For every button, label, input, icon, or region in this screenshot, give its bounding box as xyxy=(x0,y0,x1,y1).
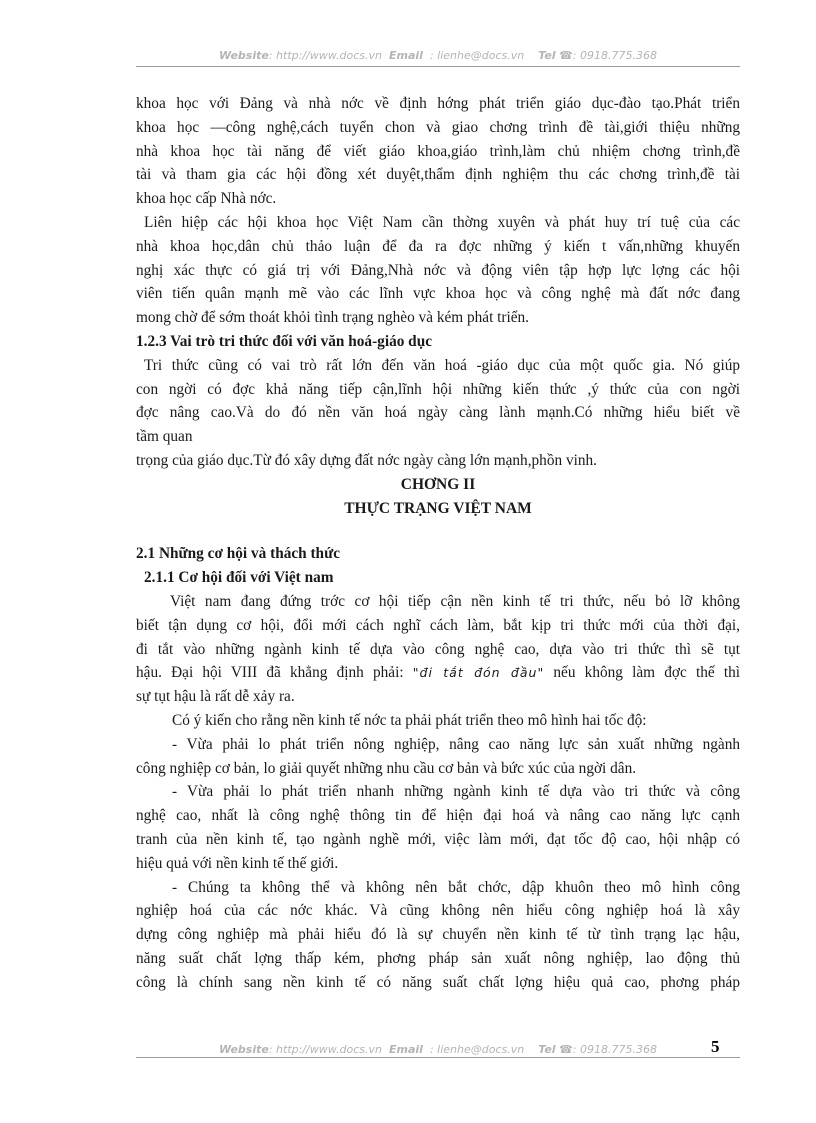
body-line: năng suất chất lợng thấp kém, phơng pháp sản xuất nông nghiệp, lao động thủ xyxy=(136,949,740,967)
body-line: công nghiệp cơ bản, lo giải quyết những nhu cầu cơ bản và bức xúc của ngời dân. xyxy=(136,759,637,777)
body-line: Việt nam đang đứng trớc cơ hội tiếp cận nền kinh tế tri thức, nếu bỏ lỡ không xyxy=(170,592,740,610)
document-body xyxy=(136,92,740,994)
header-tel-value: ☎: 0918.775.368 xyxy=(559,49,657,62)
body-line: mong chờ để sớm thoát khỏi tình trạng nghèo và kém phát triển. xyxy=(136,309,529,327)
body-line: nhà khoa học,dân chủ thảo luận để đa ra đợc những ý kiến t vấn,những khuyến xyxy=(136,237,740,255)
body-line: đi tắt vào những ngành kinh tế dựa vào công nghệ cao, dựa vào tri thức thì sẽ tụt xyxy=(136,640,740,658)
body-line: tầm quan xyxy=(136,428,193,446)
body-line: - Vừa phải lo phát triển nhanh những ngành kinh tế dựa vào tri thức và công xyxy=(172,783,740,801)
body-line: tranh của nền kinh tế, tạo ngành nghề mới, việc làm mới, đạt tốc độ cao, hội nhập có xyxy=(136,830,740,848)
body-line: công là chính sang nền kinh tế có năng suất chất lợng hiệu quả cao, phơng pháp xyxy=(136,973,740,991)
body-line: nhà khoa học tài năng để viết giáo khoa,giáo trình,làm chủ nhiệm chơng trình,đề xyxy=(136,142,740,160)
chapter-number: CHƠNG II xyxy=(400,475,476,493)
body-line: - Vừa phải lo phát triển nông nghiệp, nâng cao năng lực sản xuất những ngành xyxy=(172,735,740,753)
footer-rule xyxy=(136,1057,740,1058)
footer-website-label: Website xyxy=(219,1043,269,1056)
body-line: con ngời có đợc khả năng tiếp cận,lĩnh hội những kiến thức ,ý thức của con ngời xyxy=(136,380,740,398)
footer-website-value: : http://www.docs.vn xyxy=(268,1043,383,1056)
header-email-label: Email xyxy=(389,49,423,62)
header-website-label: Website xyxy=(219,49,269,62)
section-heading-2-1: 2.1 Những cơ hội và thách thức xyxy=(136,545,341,563)
page-number: 5 xyxy=(711,1037,720,1056)
body-line: sự tụt hậu là rất dễ xảy ra. xyxy=(136,688,295,706)
body-text: nếu không làm đợc thế thì xyxy=(544,664,741,682)
body-line: biết tận dụng cơ hội, đổi mới cách nghĩ cách làm, bắt kịp tri thức mới của thời đại, xyxy=(136,616,740,634)
spacer xyxy=(136,520,740,542)
header-rule xyxy=(136,66,740,67)
body-line: khoa học cấp Nhà nớc. xyxy=(136,190,277,208)
footer-email-label: Email xyxy=(389,1043,423,1056)
body-line: khoa học —công nghệ,cách tuyển chon và giao chơng trình đề tài,giới thiệu những xyxy=(136,118,740,136)
body-line: Tri thức cũng có vai trò rất lớn đến văn hoá -giáo dục của một quốc gia. Nó giúp xyxy=(144,356,740,374)
header-website-value: : http://www.docs.vn xyxy=(268,49,383,62)
footer-tel-value: ☎: 0918.775.368 xyxy=(559,1043,657,1056)
body-line: trọng của giáo dục.Từ đó xây dựng đất nớc ngày càng lớn mạnh,phồn vinh. xyxy=(136,451,597,469)
body-line: khoa học với Đảng và nhà nớc về định hớng phát triển giáo dục-đào tạo.Phát triển xyxy=(136,95,740,112)
page-header xyxy=(136,49,740,62)
footer-tel-label: Tel xyxy=(538,1043,556,1056)
body-line: nghị xác thực có giá trị với Đảng,Nhà nớc và động viên tập hợp lực lợng các hội xyxy=(136,261,740,279)
body-line: nghệ cao, nhất là công nghệ thông tin để hiện đại hoá và nâng cao năng lực cạnh xyxy=(136,807,740,825)
body-line: nghiệp hoá của các nớc khác. Và cũng không nên hiểu công nghiệp hoá là xây xyxy=(136,902,740,920)
body-line: đợc nâng cao.Và do đó nền văn hoá ngày càng lành mạnh.Có những hiểu biết về xyxy=(136,404,740,422)
footer-email-value: : lienhe@docs.vn xyxy=(429,1043,525,1056)
section-heading-1-2-3: 1.2.3 Vai trò tri thức đối với văn hoá-giáo dục xyxy=(136,332,432,350)
quote-text: "đi tắt đón đầu" xyxy=(412,665,545,681)
header-tel-label: Tel xyxy=(538,49,556,62)
body-line: Có ý kiến cho rằng nền kinh tế nớc ta phải phát triển theo mô hình hai tốc độ: xyxy=(172,711,647,729)
body-line: tài và tham gia các hội đồng xét duyệt,thẩm định nghiệm thu các chơng trình,đề tài xyxy=(136,166,740,184)
header-email-value: : lienhe@docs.vn xyxy=(429,49,525,62)
body-line: Liên hiệp các hội khoa học Việt Nam cần thờng xuyên và phát huy trí tuệ của các xyxy=(144,213,740,231)
section-heading-2-1-1: 2.1.1 Cơ hội đối với Việt nam xyxy=(144,569,334,587)
body-line: - Chúng ta không thể và không nên bắt chớc, dập khuôn theo mô hình công xyxy=(172,878,740,896)
body-line: dựng công nghiệp mà phải hiểu đó là sự chuyển nền kinh tế từ tình trạng lạc hậu, xyxy=(136,926,740,944)
page-footer xyxy=(136,1043,740,1056)
body-line: viên tiến quân mạnh mẽ vào các lĩnh vực khoa học và công nghệ mà đất nớc đang xyxy=(136,285,740,303)
body-line xyxy=(136,661,740,685)
body-text: hậu. Đại hội VIII đã khẳng định phải: xyxy=(136,664,413,682)
body-line: hiệu quả với nền kinh tế thế giới. xyxy=(136,854,339,872)
chapter-title: THỰC TRẠNG VIỆT NAM xyxy=(344,499,532,517)
